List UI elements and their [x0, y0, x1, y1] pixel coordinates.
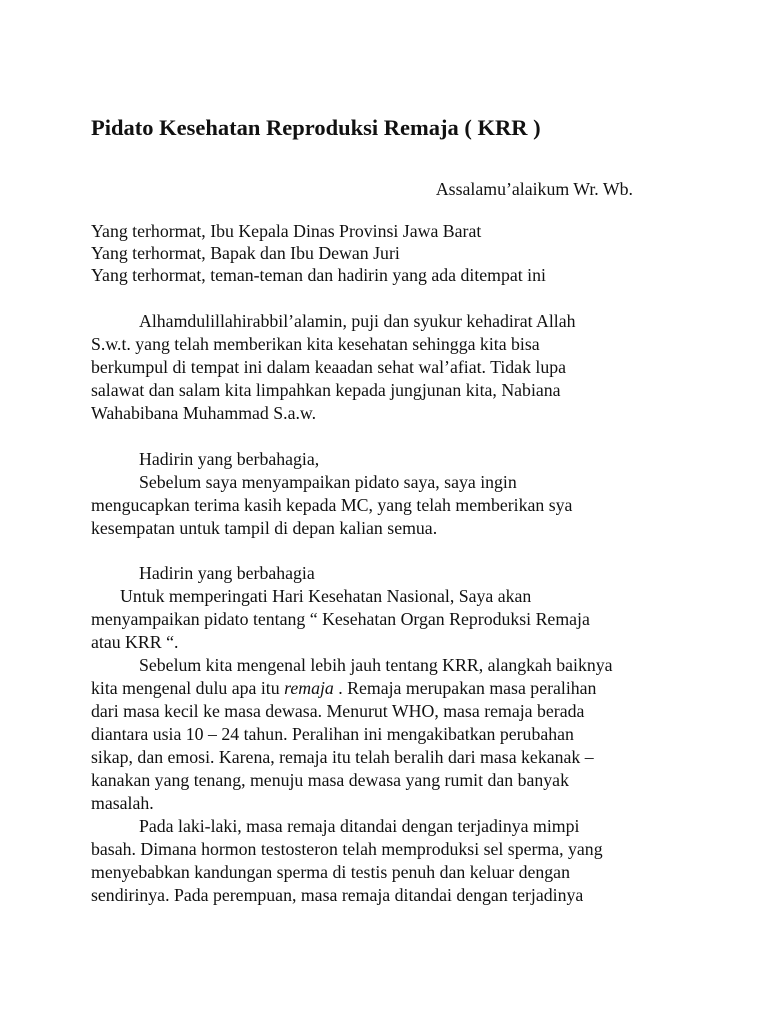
paragraph-line: mengucapkan terima kasih kepada MC, yang telah memberikan sya [91, 495, 573, 515]
paragraph-line: dari masa kecil ke masa dewasa. Menurut WHO, masa remaja berada [91, 701, 585, 721]
paragraph-line: berkumpul di tempat ini dalam keaadan sehat wal’afiat. Tidak lupa [91, 357, 567, 377]
paragraph-line: menyampaikan pidato tentang “ Kesehatan Organ Reproduksi Remaja [91, 609, 590, 629]
paragraph-line: sikap, dan emosi. Karena, remaja itu telah beralih dari masa kekanak – [91, 747, 594, 767]
paragraph-line: Wahabibana Muhammad S.a.w. [91, 403, 317, 423]
paragraph-line [91, 677, 596, 699]
paragraph-line: kesempatan untuk tampil di depan kalian semua. [91, 518, 438, 538]
paragraph-line: Pada laki-laki, masa remaja ditandai dengan terjadinya mimpi [139, 816, 580, 836]
paragraph-line: Untuk memperingati Hari Kesehatan Nasional, Saya akan [120, 586, 532, 606]
paragraph-line: salawat dan salam kita limpahkan kepada jungjunan kita, Nabiana [91, 380, 561, 400]
document-title: Pidato Kesehatan Reproduksi Remaja ( KRR ) [91, 115, 541, 140]
greeting [0, 178, 633, 200]
paragraph-line: atau KRR “. [91, 632, 179, 652]
paragraph-text: kita mengenal dulu apa itu [91, 678, 285, 698]
paragraph-line: Hadirin yang berbahagia, [139, 449, 320, 469]
paragraph-line: diantara usia 10 – 24 tahun. Peralihan ini mengakibatkan perubahan [91, 724, 574, 744]
paragraph-line: S.w.t. yang telah memberikan kita kesehatan sehingga kita bisa [91, 334, 540, 354]
paragraph-line: Hadirin yang berbahagia [139, 563, 315, 583]
paragraph-line: Alhamdulillahirabbil’alamin, puji dan syukur kehadirat Allah [139, 311, 576, 331]
paragraph-line: Sebelum saya menyampaikan pidato saya, saya ingin [139, 472, 517, 492]
salutation-line: Yang terhormat, Ibu Kepala Dinas Provinsi Jawa Barat [91, 221, 482, 241]
greeting-text: Assalamu’alaikum Wr. Wb. [435, 179, 633, 199]
paragraph-line: Sebelum kita mengenal lebih jauh tentang KRR, alangkah baiknya [139, 655, 613, 675]
paragraph-line: masalah. [91, 793, 154, 813]
paragraph-text: . Remaja merupakan masa peralihan [333, 678, 597, 698]
paragraph-line: kanakan yang tenang, menuju masa dewasa yang rumit dan banyak [91, 770, 569, 790]
paragraph-line: basah. Dimana hormon testosteron telah memproduksi sel sperma, yang [91, 839, 603, 859]
salutation-line: Yang terhormat, Bapak dan Ibu Dewan Juri [91, 243, 400, 263]
paragraph-line: menyebabkan kandungan sperma di testis penuh dan keluar dengan [91, 862, 570, 882]
salutation-line: Yang terhormat, teman-teman dan hadirin yang ada ditempat ini [91, 265, 546, 285]
italic-term: remaja [284, 678, 334, 698]
paragraph-line: sendirinya. Pada perempuan, masa remaja ditandai dengan terjadinya [91, 885, 584, 905]
